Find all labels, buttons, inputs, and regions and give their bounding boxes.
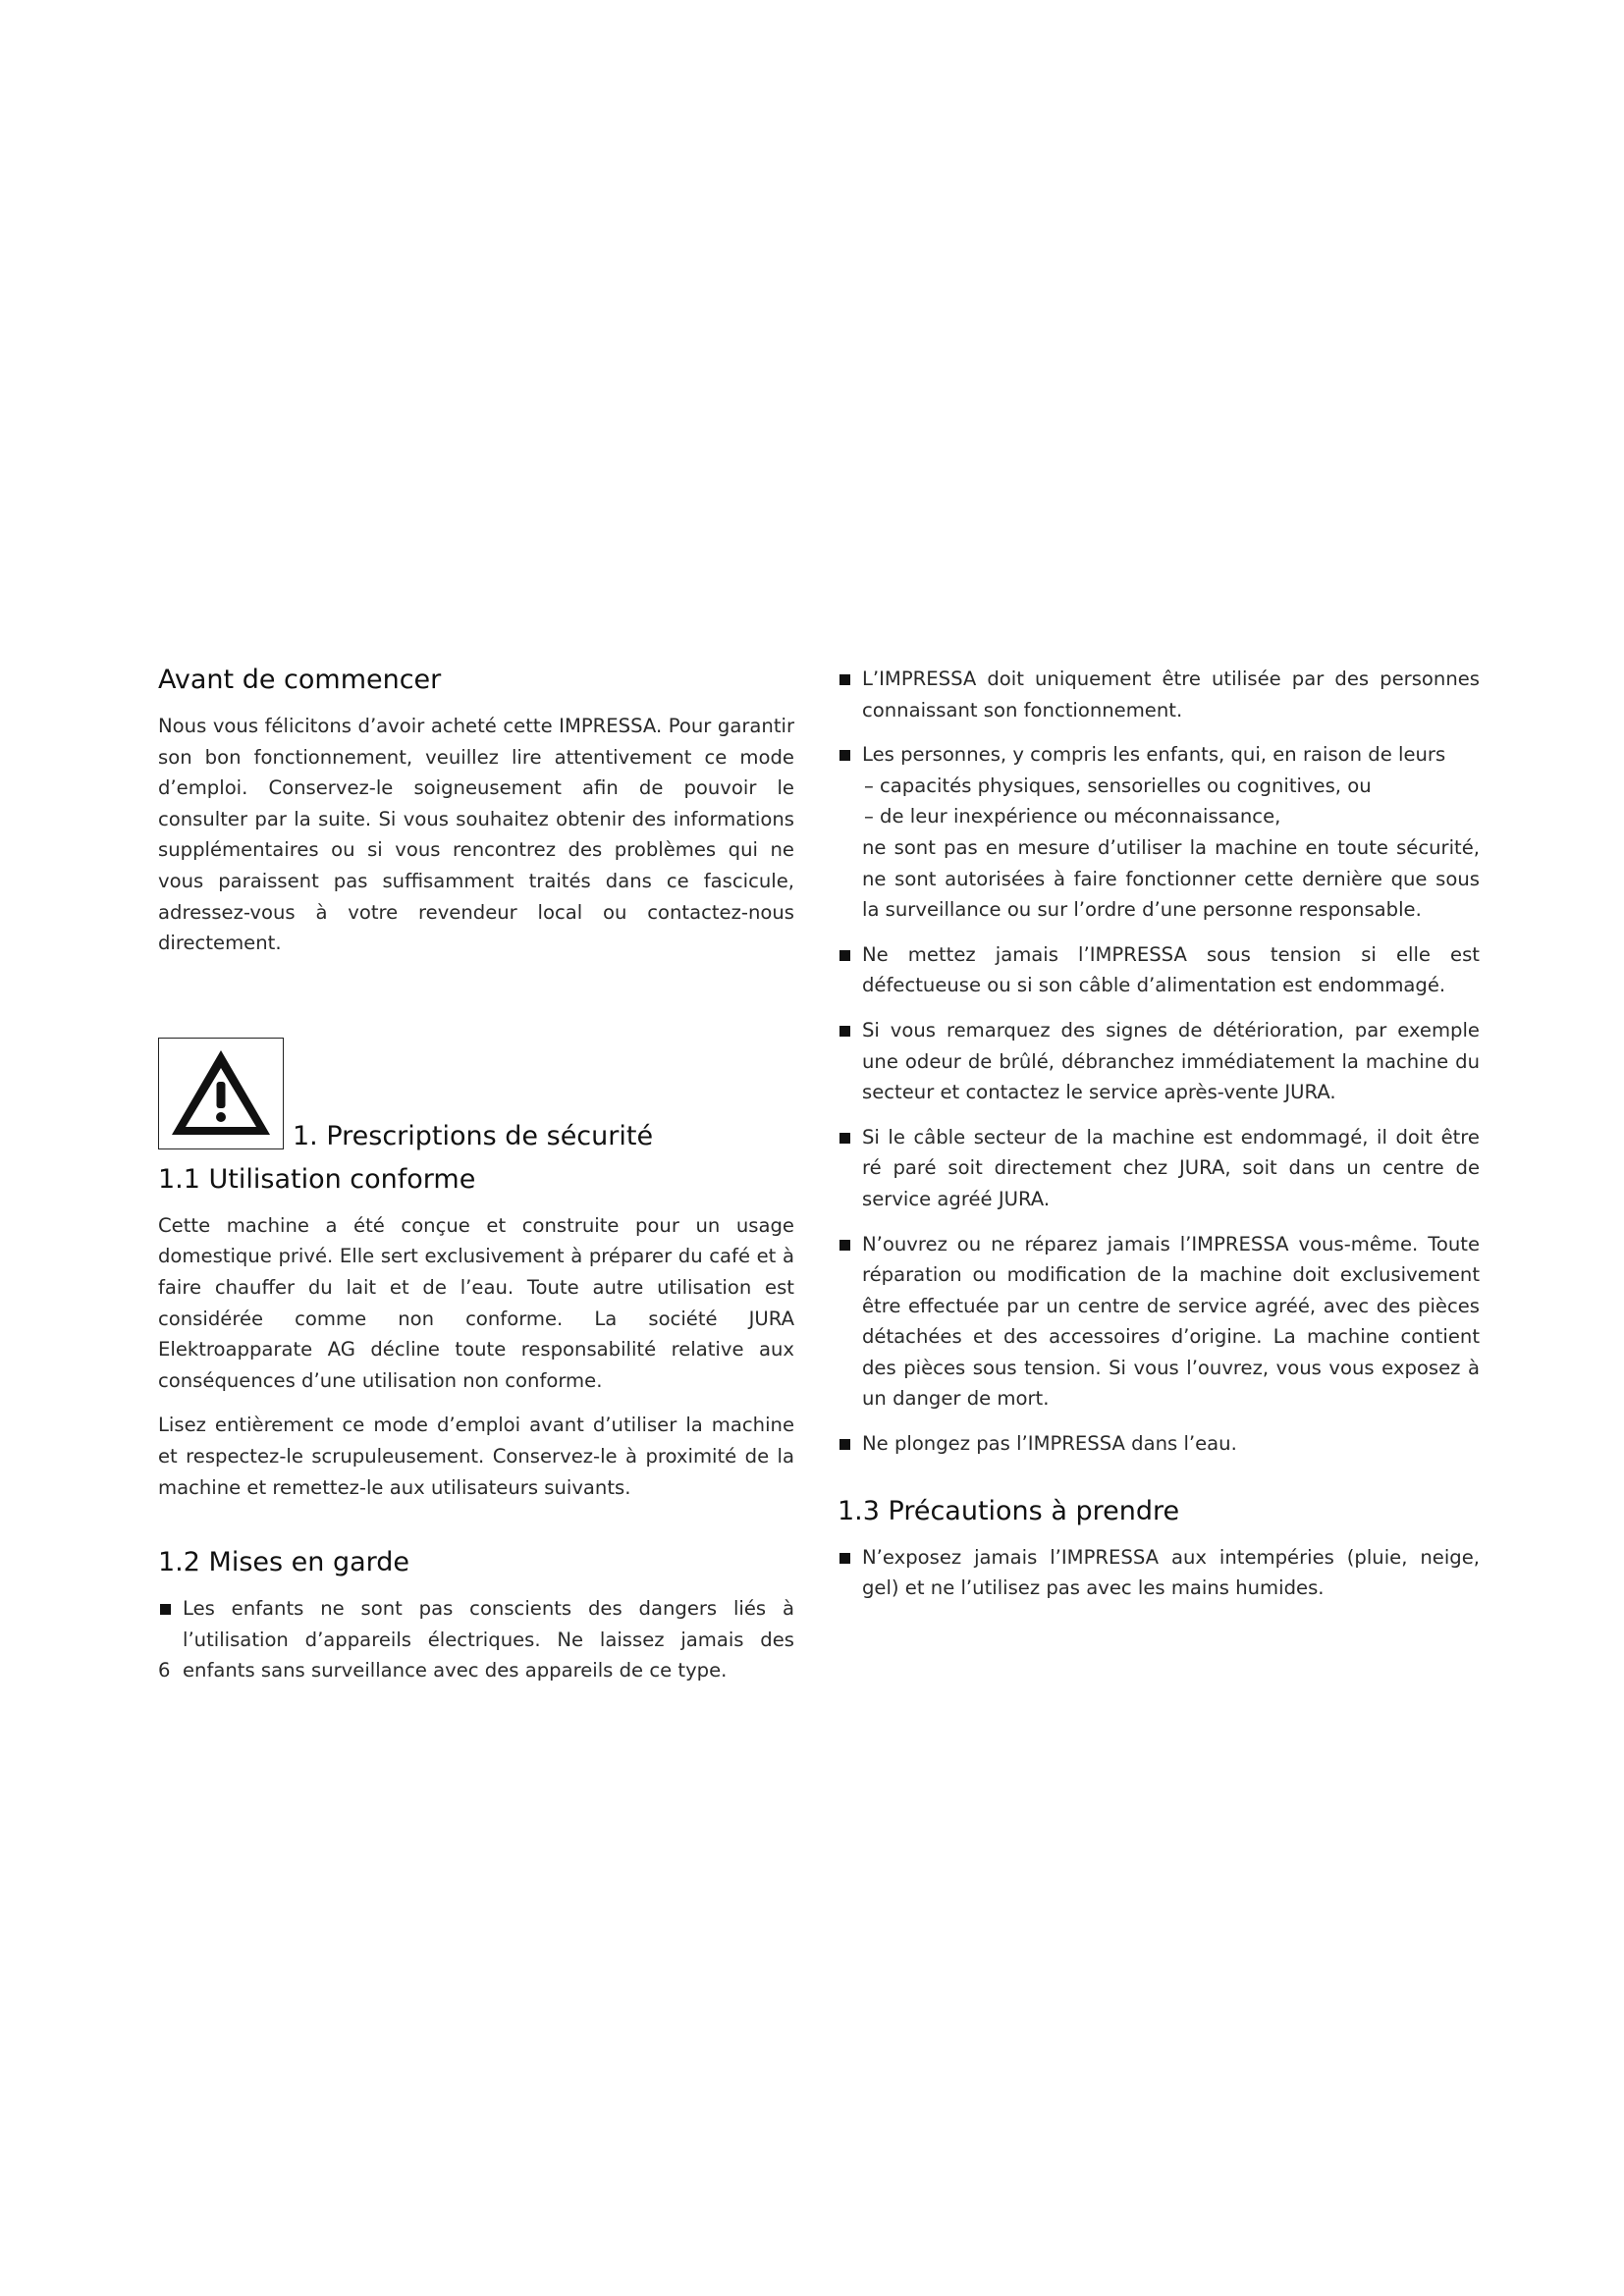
intro-paragraph: Nous vous félicitons d’avoir acheté cette IMPRESSA. Pour garantir son bon fonctionnement, veuillez lire attentivement ce mode d’emploi. Conservez-le soigneusement afin de pouvoir le consulter par la suite. Si vous souhaitez obtenir des informations supplémentaires ou si vous rencontrez des problèmes qui ne vous paraissent pas suffisamment traités dans ce fascicule, adressez-vous à votre revendeur local ou contactez-nous directement.	[158, 715, 794, 955]
list-item-text: Ne plongez pas l’IMPRESSA dans l’eau.	[862, 1432, 1237, 1456]
list-item-text: L’IMPRESSA doit uniquement être utilisée par des personnes connaissant son fonctionnement.	[862, 667, 1480, 721]
section-1-2-title: 1.2 Mises en garde	[158, 1547, 410, 1578]
list-item-text: N’ouvrez ou ne réparez jamais l’IMPRESSA vous-même. Toute réparation ou modification de la machine doit exclusivement être effectuée par un centre de service agréé, avec des pièces détachées et des accessoires d’origine. La machine contient des pièces sous tension. Si vous l’ouvrez, vous vous exposez à un danger de mort.	[862, 1232, 1480, 1411]
list-item	[838, 1015, 1480, 1108]
precautions-list	[838, 1542, 1480, 1604]
list-item-text: Les personnes, y compris les enfants, qui, en raison de leurs	[862, 743, 1446, 767]
warning-triangle-svg	[168, 1046, 274, 1141]
list-item-text: Ne mettez jamais l’IMPRESSA sous tension si elle est défectueuse ou si son câble d’alimentation est endommagé.	[862, 942, 1480, 997]
list-item	[838, 1542, 1480, 1604]
list-item	[838, 1428, 1480, 1460]
bullet-icon	[839, 1026, 850, 1037]
list-item-text: N’exposez jamais l’IMPRESSA aux intempéries (pluie, neige, gel) et ne l’utilisez pas avec les mains humides.	[862, 1545, 1480, 1600]
bullet-icon	[839, 750, 850, 761]
list-item-text: ne sont pas en mesure d’utiliser la machine en toute sécurité, ne sont autorisées à faire fonctionner cette dernière que sous la surveillance ou sur l’ordre d’une personne responsable.	[862, 835, 1480, 922]
bullet-icon	[839, 1553, 850, 1564]
list-item-text: Les enfants ne sont pas conscients des dangers liés à l’utilisation d’appareils électriques. Ne laissez jamais des enfants sans surveillance avec des appareils de ce type.	[183, 1597, 794, 1682]
list-item	[838, 1229, 1480, 1415]
section-1-3-title: 1.3 Précautions à prendre	[838, 1495, 1180, 1526]
bullet-icon	[839, 950, 850, 961]
list-item-dash-line: – de leur inexpérience ou méconnaissance,	[864, 805, 1281, 828]
left-column	[158, 664, 794, 1700]
warning-triangle-icon	[158, 1038, 284, 1149]
list-item-text: Si vous remarquez des signes de détérioration, par exemple une odeur de brûlé, débranchez immédiatement la machine du secteur et contactez le service après-vente JURA.	[862, 1018, 1480, 1104]
list-item-dash-line: – capacités physiques, sensorielles ou cognitives, ou	[864, 774, 1372, 797]
list-item	[158, 1593, 794, 1686]
list-item	[838, 1122, 1480, 1215]
list-item	[838, 664, 1480, 725]
section-1-1-paragraph-1: Cette machine a été conçue et construite pour un usage domestique privé. Elle sert exclusivement à préparer du café et à faire chauffer du lait et de l’eau. Toute autre utilisation est considérée comme non conforme. La société JURA Elektroapparate AG décline toute responsabilité relative aux conséquences d’une utilisation non conforme.	[158, 1213, 794, 1392]
page-number: 6	[158, 1659, 171, 1682]
list-item	[838, 739, 1480, 926]
bullet-icon	[839, 1240, 850, 1251]
warnings-list-right	[838, 664, 1480, 1460]
section-1-title: 1. Prescriptions de sécurité	[293, 1120, 654, 1151]
bullet-icon	[839, 1439, 850, 1450]
safety-heading-row	[158, 1038, 794, 1149]
list-item-text: Si le câble secteur de la machine est endommagé, il doit être ré paré soit directement chez JURA, soit dans un centre de service agréé JURA.	[862, 1125, 1480, 1210]
list-item	[838, 939, 1480, 1001]
intro-heading: Avant de commencer	[158, 665, 442, 695]
warnings-list-left	[158, 1593, 794, 1686]
section-1-1-title: 1.1 Utilisation conforme	[158, 1163, 476, 1195]
section-1-1-paragraph-2: Lisez entièrement ce mode d’emploi avant d’utiliser la machine et respectez-le scrupuleusement. Conservez-le à proximité de la machine et remettez-le aux utilisateurs suivants.	[158, 1414, 794, 1499]
bullet-icon	[839, 674, 850, 685]
right-column	[838, 664, 1480, 1618]
bullet-icon	[839, 1133, 850, 1144]
bullet-icon	[160, 1604, 171, 1615]
